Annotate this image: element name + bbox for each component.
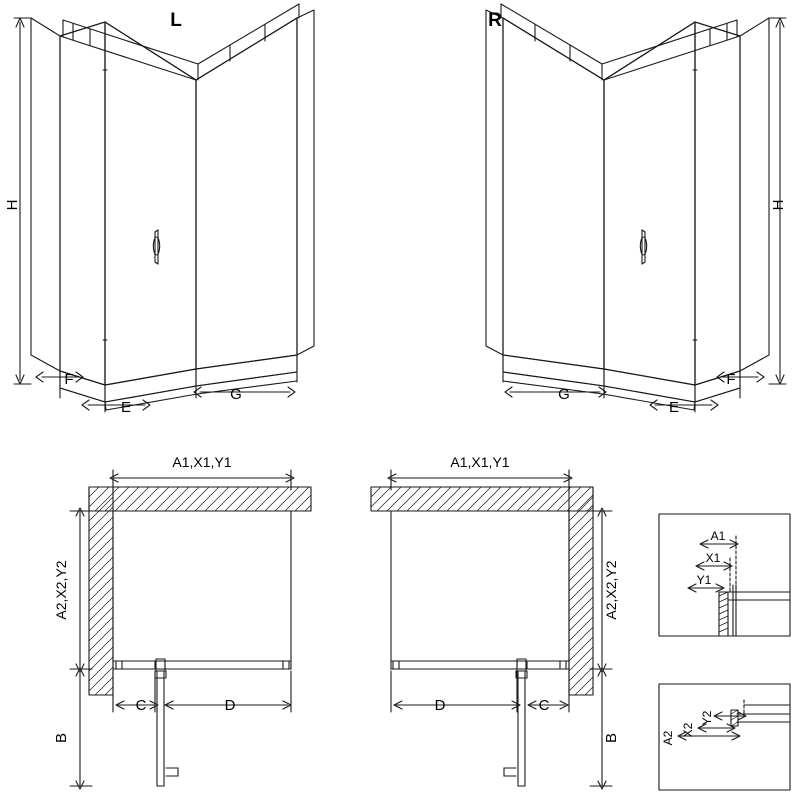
label-g-right: G — [558, 386, 570, 403]
label-e-right: E — [668, 399, 680, 416]
label-a2x2y2-right: A2,X2,Y2 — [603, 560, 619, 620]
label-detail-y1: Y1 — [696, 573, 712, 587]
label-h-right: H — [770, 199, 787, 211]
label-h-left: H — [4, 199, 21, 211]
label-variant-right: R — [488, 10, 502, 31]
label-d-right: D — [434, 697, 446, 714]
label-b-right: B — [603, 732, 620, 744]
label-a2x2y2-left: A2,X2,Y2 — [53, 560, 69, 620]
label-a1x1y1-right: A1,X1,Y1 — [450, 454, 510, 470]
label-c-right: C — [538, 697, 550, 714]
label-detail-a1: A1 — [710, 529, 726, 543]
label-detail-a2: A2 — [661, 730, 675, 746]
label-f-left: F — [64, 371, 74, 388]
label-e-left: E — [120, 399, 132, 416]
label-detail-y2: Y2 — [700, 710, 714, 726]
label-variant-left: L — [170, 10, 182, 31]
label-a1x1y1-left: A1,X1,Y1 — [172, 454, 232, 470]
view-left-plan — [70, 470, 311, 789]
label-b-left: B — [53, 732, 70, 744]
view-right-isometric — [486, 4, 786, 412]
detail-bottom-box — [659, 684, 790, 790]
view-left-isometric — [14, 4, 314, 412]
label-c-left: C — [135, 697, 147, 714]
label-detail-x1: X1 — [705, 551, 721, 565]
label-d-left: D — [224, 697, 236, 714]
label-detail-x2: X2 — [681, 722, 695, 738]
label-f-right: F — [726, 371, 736, 388]
label-g-left: G — [230, 386, 242, 403]
view-right-plan — [371, 470, 612, 789]
